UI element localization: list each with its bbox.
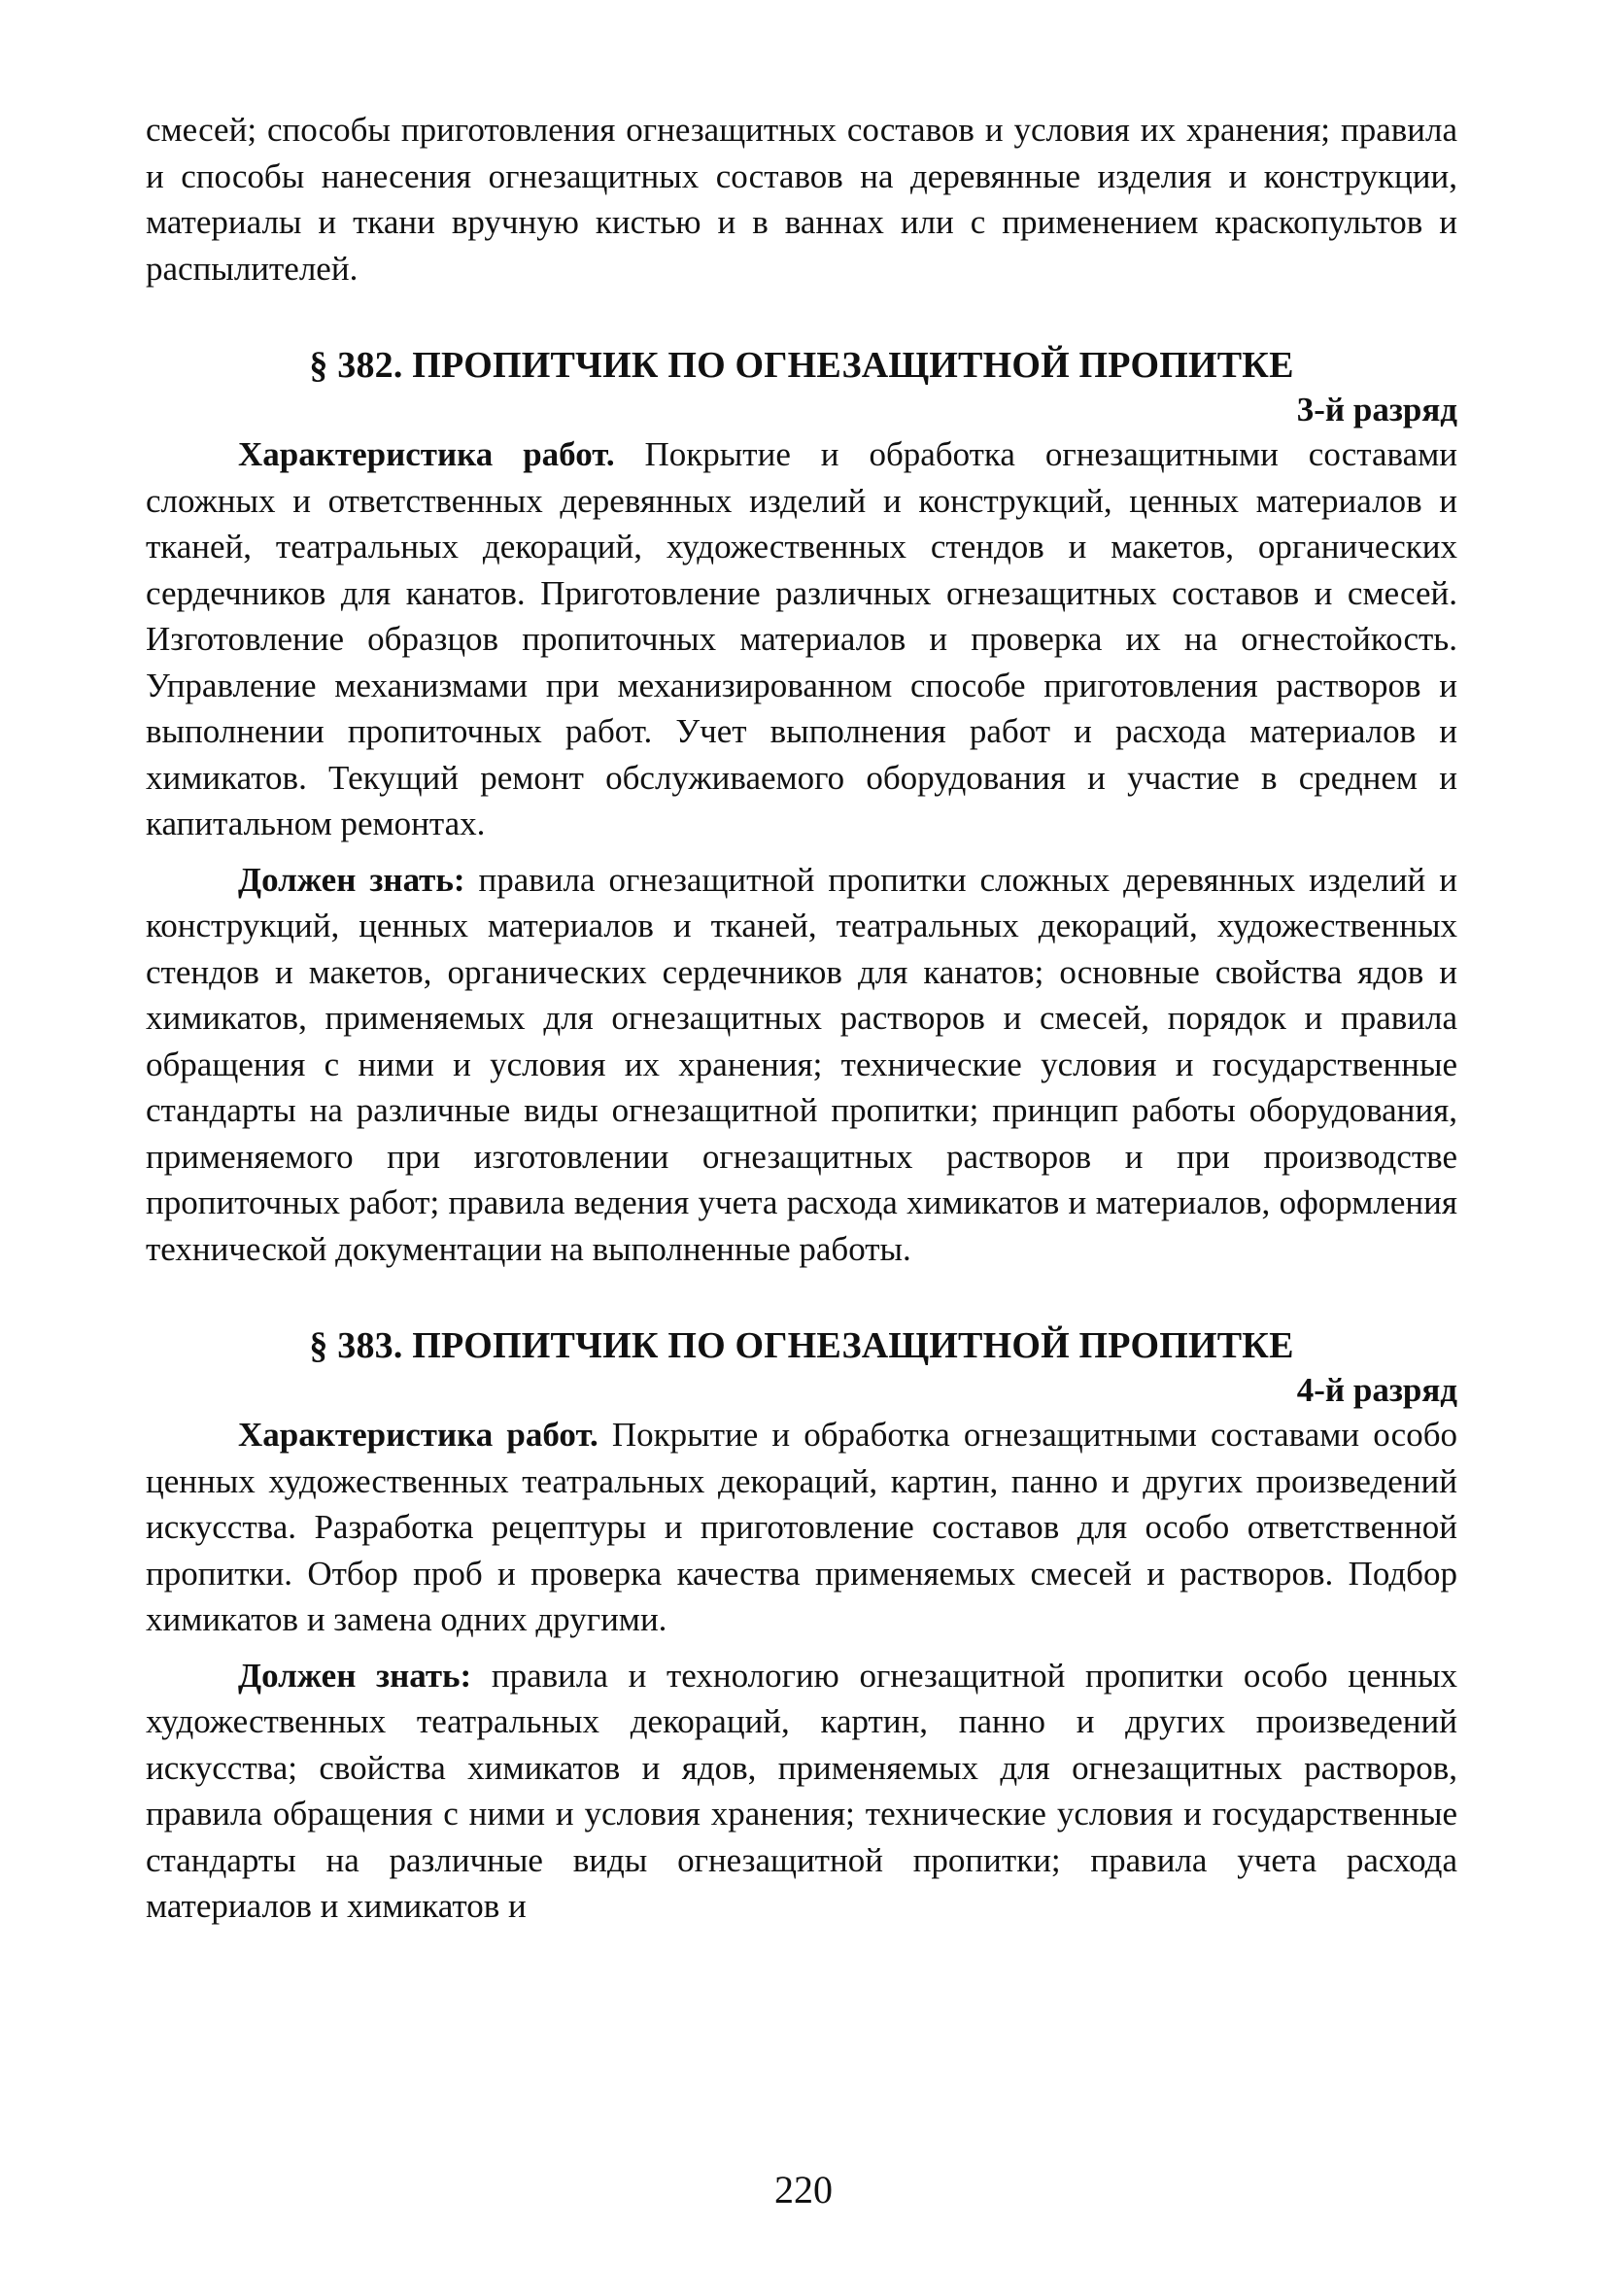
knowledge-label: Должен знать:: [238, 860, 465, 899]
knowledge-text: правила и технологию огнезащитной пропитки особо ценных художественных театральных декораций, картин, панно и других произведений искусства; свойства химикатов и ядов, применяемых для огнезащитных растворов, правила обращения с ними и условия хранения; технические условия и государственные стандарты на различные виды огнезащитной пропитки; правила учета расхода материалов и химикатов и: [146, 1656, 1457, 1925]
section-382: [146, 342, 1457, 1272]
characteristic-text: Покрытие и обработка огнезащитными составами сложных и ответственных деревянных изделий и конструкций, ценных материалов и тканей, театральных декораций, художественных стендов и макетов, органических сердечников для канатов. Приготовление различных огнезащитных составов и смесей. Изготовление образцов пропиточных материалов и проверка их на огнестойкость. Управление механизмами при механизированном способе приготовления растворов и выполнении пропиточных работ. Учет выполнения работ и расхода материалов и химикатов. Текущий ремонт обслуживаемого оборудования и участие в среднем и капитальном ремонтах.: [146, 435, 1457, 842]
intro-paragraph: смесей; способы приготовления огнезащитных составов и условия их хранения; правила и способы нанесения огнезащитных составов на деревянные изделия и конструкции, материалы и ткани вручную кистью и в ваннах или с применением краскопультов и распылителей.: [146, 111, 1457, 288]
characteristic-paragraph: [146, 431, 1457, 847]
knowledge-paragraph: [146, 1653, 1457, 1930]
characteristic-label: Характеристика работ.: [238, 435, 615, 473]
page-number: 220: [774, 2168, 833, 2211]
grade-label: 3-й разряд: [1296, 391, 1457, 428]
characteristic-text: Покрытие и обработка огнезащитными составами особо ценных художественных театральных декораций, картин, панно и других произведений искусства. Разработка рецептуры и приготовление составов для особо ответственной пропитки. Отбор проб и проверка качества применяемых смесей и растворов. Подбор химикатов и замена одних другими.: [146, 1416, 1457, 1638]
section-title: § 383. ПРОПИТЧИК ПО ОГНЕЗАЩИТНОЙ ПРОПИТКЕ: [309, 1325, 1294, 1366]
knowledge-paragraph: [146, 857, 1457, 1273]
document-page: [146, 107, 1457, 1930]
characteristic-label: Характеристика работ.: [238, 1416, 598, 1454]
knowledge-text: правила огнезащитной пропитки сложных деревянных изделий и конструкций, ценных материалов и тканей, театральных декораций, художественных стендов и макетов, органических сердечников для канатов; основные свойства ядов и химикатов, применяемых для огнезащитных растворов и смесей, порядок и правила обращения с ними и условия их хранения; технические условия и государственные стандарты на различные виды огнезащитной пропитки; принцип работы оборудования, применяемого при изготовлении огнезащитных растворов и при производстве пропиточных работ; правила ведения учета расхода химикатов и материалов, оформления технической документации на выполненные работы.: [146, 860, 1457, 1268]
characteristic-paragraph: [146, 1412, 1457, 1643]
section-383: [146, 1322, 1457, 1930]
knowledge-label: Должен знать:: [238, 1656, 472, 1695]
grade-label: 4-й разряд: [1296, 1371, 1457, 1409]
section-title: § 382. ПРОПИТЧИК ПО ОГНЕЗАЩИТНОЙ ПРОПИТКЕ: [309, 345, 1294, 386]
